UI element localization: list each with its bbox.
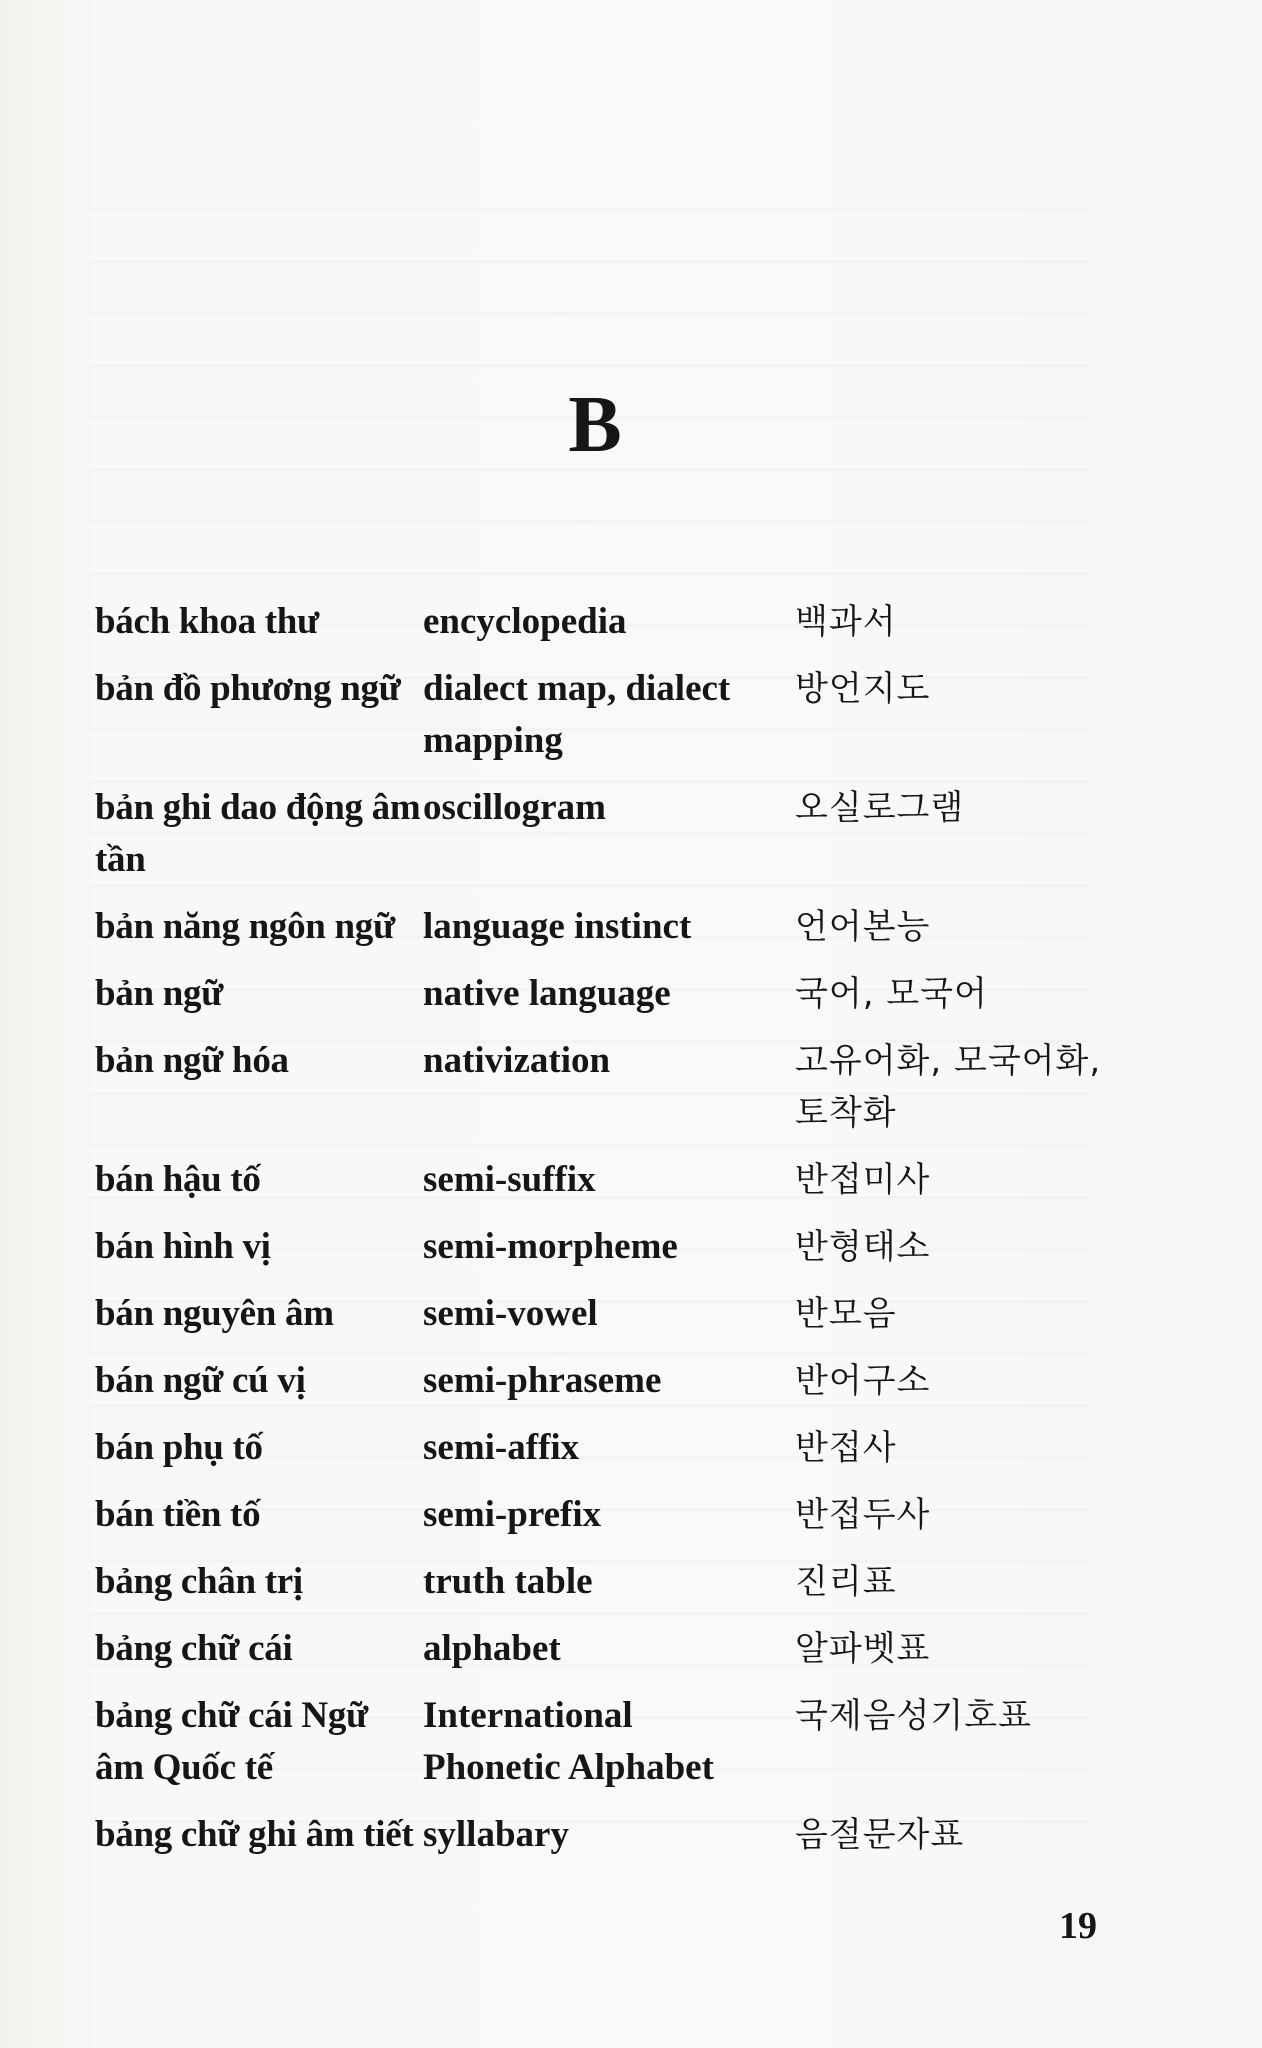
korean-term: 반접사 [795, 1428, 897, 1468]
korean-term: 반형태소 [795, 1227, 931, 1267]
glossary-entry [95, 1489, 1115, 1541]
english-term: semi-phraseme [423, 1360, 662, 1401]
glossary-entry [95, 1154, 1115, 1206]
english-term: language instinct [423, 906, 692, 947]
glossary-entry [95, 1623, 1115, 1675]
english-term: semi-vowel [423, 1293, 598, 1334]
vietnamese-term: bán nguyên âm [95, 1293, 334, 1334]
korean-term: 국제음성기호표 [795, 1696, 1032, 1736]
korean-term: 반접미사 [795, 1160, 931, 1200]
korean-term: 진리표 [795, 1562, 897, 1602]
english-term: International Phonetic Alphabet [423, 1695, 714, 1788]
korean-term: 반모음 [795, 1294, 897, 1334]
english-term: semi-prefix [423, 1494, 602, 1535]
glossary-entry [95, 1221, 1115, 1273]
english-term: encyclopedia [423, 601, 627, 642]
vietnamese-term: bản ngữ hóa [95, 1040, 289, 1081]
glossary-entry [95, 1035, 1115, 1139]
glossary-entry [95, 1809, 1115, 1861]
korean-term: 반접두사 [795, 1495, 931, 1535]
korean-term: 음절문자표 [795, 1815, 965, 1855]
vietnamese-term: bản năng ngôn ngữ [95, 906, 395, 947]
section-letter: B [568, 381, 622, 469]
korean-term: 고유어화, 모국어화, 토착화 [795, 1041, 1102, 1133]
vietnamese-term: bảng chữ cái [95, 1628, 293, 1669]
vietnamese-term: bách khoa thư [95, 601, 319, 642]
korean-term: 언어본능 [795, 907, 931, 947]
vietnamese-term: bán hình vị [95, 1226, 271, 1267]
vietnamese-term: bán phụ tố [95, 1427, 263, 1468]
glossary-entry [95, 968, 1115, 1020]
english-term: alphabet [423, 1628, 561, 1669]
vietnamese-term: bảng chân trị [95, 1561, 303, 1602]
glossary-entry [95, 1355, 1115, 1407]
english-term: dialect map, dialect mapping [423, 668, 731, 761]
english-term: truth table [423, 1561, 593, 1602]
vietnamese-term: bảng chữ ghi âm tiết [95, 1814, 414, 1855]
korean-term: 오실로그램 [795, 788, 965, 828]
english-term: oscillogram [423, 787, 606, 828]
vietnamese-term: bản ghi dao động âm tần [95, 787, 421, 880]
korean-term: 국어, 모국어 [795, 974, 988, 1014]
english-term: semi-morpheme [423, 1226, 678, 1267]
english-term: semi-affix [423, 1427, 580, 1468]
glossary-entry [95, 1288, 1115, 1340]
korean-term: 알파벳표 [795, 1629, 931, 1669]
vietnamese-term: bản ngữ [95, 973, 224, 1014]
vietnamese-term: bán ngữ cú vị [95, 1360, 306, 1401]
korean-term: 반어구소 [795, 1361, 931, 1401]
vietnamese-term: bán hậu tố [95, 1159, 261, 1200]
korean-term: 방언지도 [795, 669, 931, 709]
glossary-entry [95, 596, 1115, 648]
english-term: native language [423, 973, 671, 1014]
vietnamese-term: bán tiền tố [95, 1494, 261, 1535]
english-term: semi-suffix [423, 1159, 596, 1200]
glossary-entry [95, 901, 1115, 953]
glossary-entry [95, 1690, 1115, 1794]
glossary-entry [95, 782, 1115, 886]
page-number: 19 [1059, 1905, 1097, 1947]
glossary-entry [95, 663, 1115, 767]
vietnamese-term: bảng chữ cái Ngữ âm Quốc tế [95, 1695, 368, 1788]
glossary-entry [95, 1422, 1115, 1474]
korean-term: 백과서 [795, 602, 897, 642]
glossary-entry [95, 1556, 1115, 1608]
english-term: syllabary [423, 1814, 569, 1855]
glossary-entries [95, 596, 1115, 1876]
english-term: nativization [423, 1040, 611, 1081]
vietnamese-term: bản đồ phương ngữ [95, 668, 401, 709]
